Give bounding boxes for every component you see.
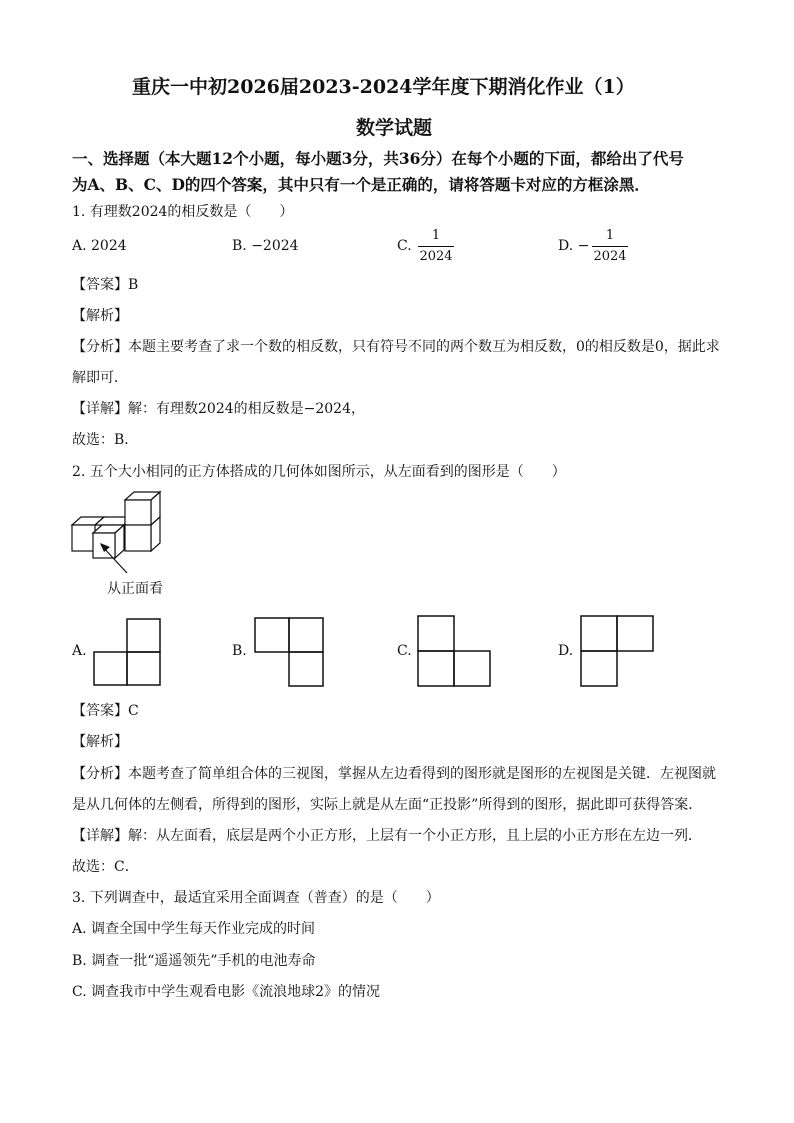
q1-stem: 1. 有理数2024的相反数是（ ）: [72, 204, 294, 220]
q3-option-a: A. 调查全国中学生每天作业完成的时间: [72, 921, 316, 937]
page-subtitle: 数学试题: [356, 117, 433, 139]
q3-stem: 3. 下列调查中，最适宜采用全面调查（普查）的是（ ）: [72, 890, 440, 906]
q2-option-a-label: A.: [72, 643, 87, 659]
q2-analysis-line2: 是从几何体的左侧看，所得到的图形，实际上就是从左面“正投影”所得到的图形，据此即可获得答案．: [72, 797, 703, 813]
q2-choice: 故选：C．: [72, 859, 139, 875]
q1-choice: 故选：B．: [72, 432, 139, 448]
q1-analysis-line1: 【分析】本题主要考查了求一个数的相反数，只有符号不同的两个数互为相反数，0的相反数是0，据此求: [72, 339, 720, 355]
page-title: 重庆一中初2026届2023-2024学年度下期消化作业（1）: [132, 76, 635, 98]
q1-option-d-label: D. −: [558, 238, 590, 254]
q3-option-b: B. 调查一批“遥遥领先”手机的电池寿命: [72, 953, 316, 969]
q2-option-d-label: D.: [558, 643, 574, 659]
q2-stem: 2. 五个大小相同的正方体搭成的几何体如图所示，从左面看到的图形是（ ）: [72, 464, 566, 480]
fraction-denominator: 2024: [593, 249, 627, 264]
q1-option-a: A. 2024: [72, 238, 127, 254]
q2-analysis-line1: 【分析】本题考查了简单组合体的三视图，掌握从左边看得到的图形就是图形的左视图是关键．左视图就: [72, 766, 716, 782]
fraction-denominator: 2024: [419, 249, 453, 264]
section-heading-line1: 一、选择题（本大题12个小题，每小题3分，共36分）在每个小题的下面，都给出了代号: [72, 149, 684, 168]
section-heading-line2: 为A、B、C、D的四个答案，其中只有一个是正确的，请将答题卡对应的方框涂黑．: [72, 175, 650, 194]
q1-analysis-line2: 解即可．: [72, 370, 128, 386]
fraction-numerator: 1: [431, 228, 441, 243]
q3-option-c: C. 调查我市中学生观看电影《流浪地球2》的情况: [72, 984, 381, 1000]
q1-answer: 【答案】B: [72, 277, 139, 293]
fraction-numerator: 1: [605, 228, 615, 243]
q2-option-b-label: B.: [232, 643, 247, 659]
q1-option-c-label: C.: [397, 238, 412, 254]
q1-analysis-heading: 【解析】: [72, 308, 128, 324]
q2-front-view-label: 从正面看: [107, 581, 163, 597]
q2-analysis-heading: 【解析】: [72, 734, 128, 750]
q2-option-c-label: C.: [397, 643, 412, 659]
q1-detail: 【详解】解：有理数2024的相反数是−2024，: [72, 401, 365, 417]
q1-option-b: B. −2024: [232, 238, 299, 254]
q2-detail: 【详解】解：从左面看，底层是两个小正方形，上层有一个小正方形，且上层的小正方形在左边一列．: [72, 828, 702, 844]
q2-answer: 【答案】C: [72, 703, 139, 719]
